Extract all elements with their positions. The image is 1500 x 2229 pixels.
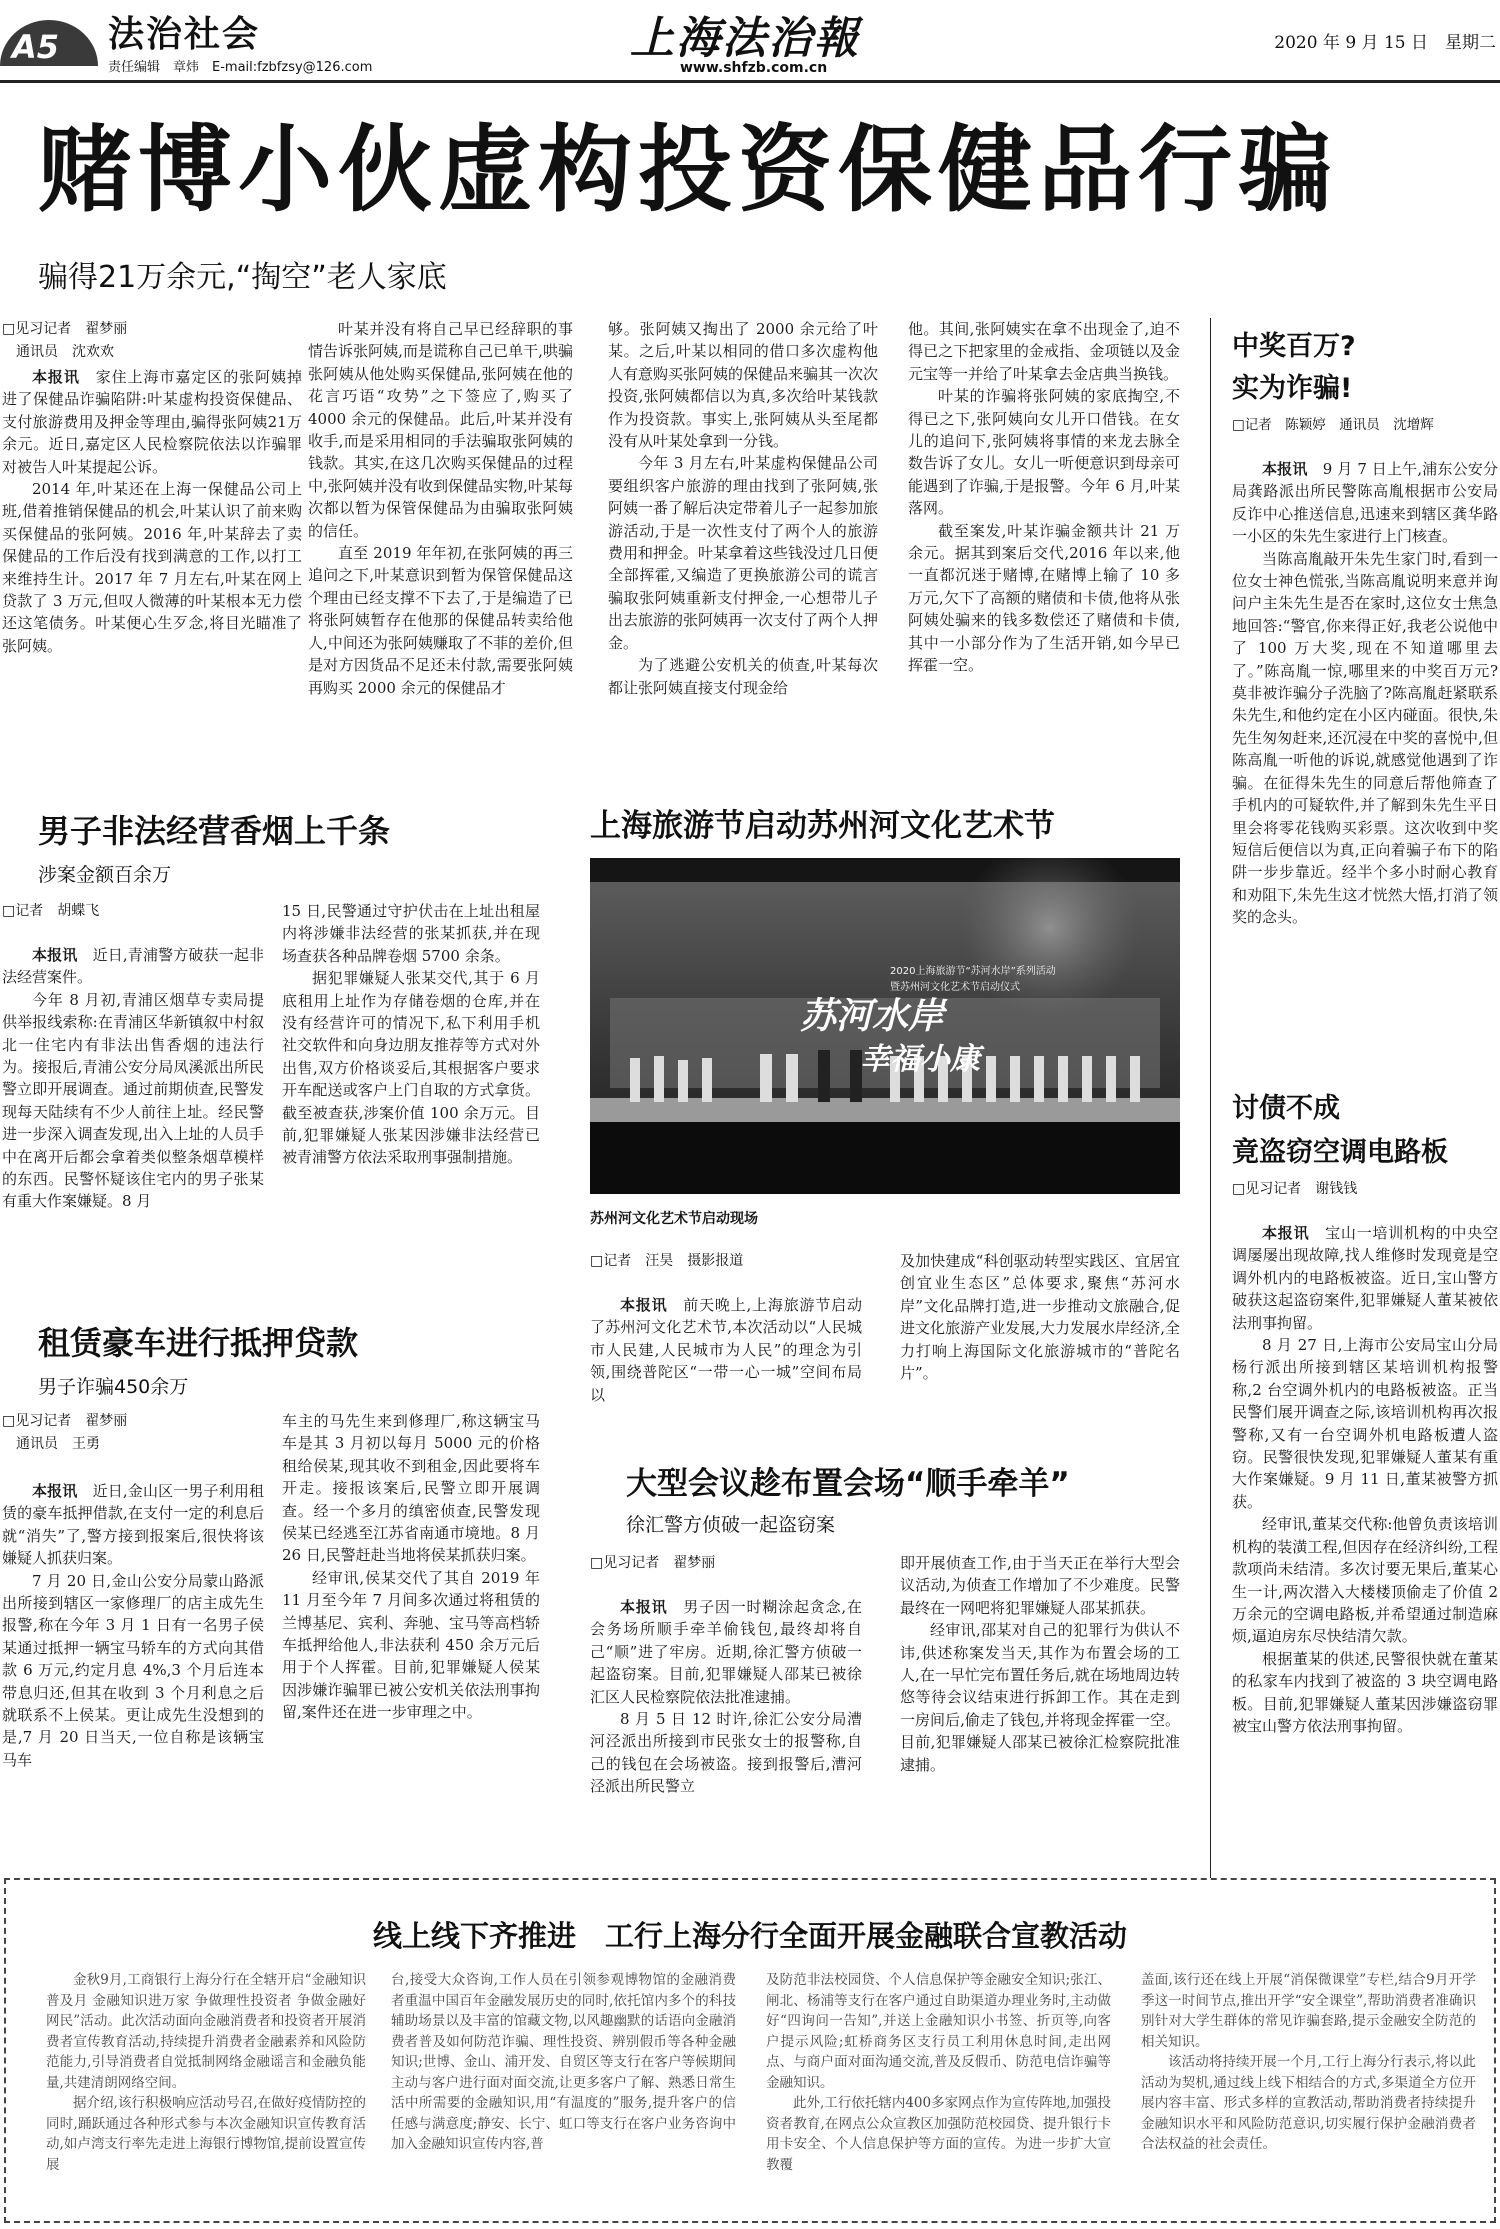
car-col-1: 本报讯 近日,金山区一男子利用租赁的豪车抵押借款,在支付一定的利息后就“消失”了,警方接到报案后,很快将该嫌疑人抓获归案。 7 月 20 日,金山公安分局蒙山路派出所接到辖区一家修理厂的店主成先生报警,称在今年 3 月 1 日有一名男子侯某通过抵押一辆宝马轿车的方式向其借款 6 万元,约定月息 4%,3 个月后连本带息归还,但其在收到 3 个月利息之后就联系不上侯某。更让成先生没想到的是,7 月 20 日当天,一位自称是该辆宝马车 xyxy=(2,1482,264,1769)
bank-ad-col-4: 盖面,该行还在线上开展“消保微课堂”专栏,结合9月开学季这一时间节点,推出开学“安全课堂”,帮助消费者准确识别针对大学生群体的常见诈骗套路,提示金融安全防范的相关知识。 该活动将持续开展一个月,工行上海分行表示,将以此活动为契机,通过线上线下相结合的方式,多渠道全方位开展内容丰富、形式多样的宣教活动,帮助消费者持续提升金融知识水平和风险防范意识,切实履行保护金融消费者合法权益的社会责任。 xyxy=(1141,1972,1476,2152)
right-column-divider xyxy=(1210,318,1211,1878)
festival-headline: 上海旅游节启动苏州河文化艺术节 xyxy=(590,808,1055,844)
lead-byline xyxy=(2,318,292,364)
cigarette-col-1: 本报讯 近日,青浦警方破获一起非法经营案件。 今年 8 月初,青浦区烟草专卖局提供举报线索称:在青浦区华新镇叙中村叙北一住宅内有非法出售香烟的违法行为。接报后,青浦公安分局凤溪派出所民警立即开展调查。通过前期侦查,民警发现每天陆续有不少人前往上址。经民警进一步深入调查发现,出入上址的人员手中在离开后都会拿着类似整条烟草模样的东西。民警怀疑该住宅内的男子张某有重大作案嫌疑。8 月 xyxy=(2,946,264,1211)
meeting-subhead: 徐汇警方侦破一起盗窃案 xyxy=(626,1514,836,1536)
meeting-headline: 大型会议趁布置会场“顺手牵羊” xyxy=(626,1466,1070,1502)
car-byline-reporter: □见习记者 翟梦丽 xyxy=(2,1413,128,1429)
cigarette-headline: 男子非法经营香烟上千条 xyxy=(38,812,391,850)
meeting-col-2: 即开展侦查工作,由于当天正在举行大型会议活动,为侦查工作增加了不少难度。民警最终在一网吧将犯罪嫌疑人邵某抓获。 经审讯,邵某对自己的犯罪行为供认不讳,供述称案发当天,其作为布置会场的工人,在一早忙完布置任务后,就在场地周边转悠等待会议结束进行拆卸工作。其在走到一房间后,偷走了钱包,并将现金挥霍一空。目前,犯罪嫌疑人邵某已被徐汇检察院批准逮捕。 xyxy=(900,1554,1180,1774)
lead-headline: 赌博小伙虚构投资保健品行骗 xyxy=(38,116,1339,225)
car-col-2: 车主的马先生来到修理厂,称这辆宝马车是其 3 月初以每月 5000 元的价格租给侯某,现其收不到租金,因此要将车开走。接报该案后,民警立即开展调查。经一个多月的缜密侦查,民警发现侯某已经逃至江苏省南通市境地。8 月 26 日,民警赶赴当地将侯某抓获归案。 经审讯,侯某交代了其自 2019 年 11 月至今年 7 月间多次通过将租赁的兰博基尼、宾利、奔驰、宝马等高档轿车抵押给他人,非法获利 450 余万元后用于个人挥霍。目前,犯罪嫌疑人侯某因涉嫌诈骗罪已被公安机关依法刑事拘留,案件还在进一步审理之中。 xyxy=(282,1412,540,1722)
prize-body: 本报讯 9 月 7 日上午,浦东公安分局龚路派出所民警陈高胤根据市公安局反诈中心推送信息,迅速来到辖区龚华路一小区的朱先生家进行上门核查。 当陈高胤敲开朱先生家门时,看到一位女士神色慌张,当陈高胤说明来意并询问户主朱先生是否在家时,这位女士焦急地回答:“警官,你来得正好,我老公说他中了 100 万大奖,现在不知道哪里去了。”陈高胤一惊,哪里来的中奖百万元?莫非被诈骗分子洗脑了?陈高胤赶紧联系朱先生,和他约定在小区内碰面。很快,朱先生匆匆赶来,还沉浸在中奖的喜悦中,但陈高胤一听他的诉说,就感觉他遇到了诈骗。在征得朱先生的同意后帮他筛查了手机内的可疑软件,并了解到朱先生平日里会将零花钱购买彩票。这次收到中奖短信后便信以为真,正向着骗子布下的陷阱一步步靠近。经半个多小时耐心教育和劝阻下,朱先生这才恍然大悟,打消了领奖的念头。 xyxy=(1232,460,1498,927)
car-byline xyxy=(2,1410,127,1456)
aircon-byline: □见习记者 谢钱钱 xyxy=(1232,1181,1358,1197)
aircon-headline-2: 竟盗窃空调电路板 xyxy=(1232,1137,1448,1168)
editor-line: 责任编辑 章炜 E-mail:fzbfzsy@126.com xyxy=(108,60,373,75)
lead-col-2: 叶某并没有将自己早已经辞职的事情告诉张阿姨,而是谎称自己已单干,哄骗张阿姨从他处购买保健品,张阿姨在他的花言巧语“攻势”之下签应了,购买了 4000 余元的保健品。此后,叶某并没有收手,而是采用相同的手法骗取张阿姨的钱款。其实,在这几次购买保健品的过程中,张阿姨并没有收到保健品实物,叶某每次都以暂为保管保健品为由骗取张阿姨的信任。 直至 2019 年年初,在张阿姨的再三追问之下,叶某意识到暂为保管保健品这个理由已经支撑不下去了,于是编造了已将张阿姨暂存在他那的保健品转卖给他人,中间还为张阿姨赚取了不菲的差价,但是对方因货品不足还未付款,需要张阿姨再购买 2000 余元的保健品才 xyxy=(308,320,573,697)
photo-big-text-2: 幸福小康 xyxy=(860,1042,980,1077)
issue-date: 2020 年 9 月 15 日 星期二 xyxy=(1274,33,1496,53)
lead-col-3: 够。张阿姨又掏出了 2000 余元给了叶某。之后,叶某以相同的借口多次虚构他人有意购买张阿姨的保健品来骗其一次次投资,张阿姨都信以为真,多次给叶某钱款作为投资款。事实上,张阿姨从头至尾都没有从叶某处拿到一分钱。 今年 3 月左右,叶某虚构保健品公司要组织客户旅游的理由找到了张阿姨,张阿姨一番了解后决定带着儿子一起参加旅游活动,于是一次性支付了两个人的旅游费用和押金。叶某拿着这些钱没过几日便全部挥霍,又编造了更换旅游公司的谎言骗取张阿姨重新支付押金,一心想带儿子出去旅游的张阿姨再一次支付了两个人押金。 为了逃避公安机关的侦查,叶某每次都让张阿姨直接支付现金给 xyxy=(608,320,878,697)
cigarette-col-2: 15 日,民警通过守护伏击在上址出租屋内将涉嫌非法经营的张某抓获,并在现场查获各种品牌卷烟 5700 余条。 据犯罪嫌疑人张某交代,其于 6 月底租用上址作为存储卷烟的仓库,并在没有经营许可的情况下,私下利用手机社交软件和向身边朋友推荐等方式对外出售,双方价格谈妥后,其根据客户要求开车配送或客户上门自取的方式拿货。截至被查获,涉案价值 100 余万元。目前,犯罪嫌疑人张某因涉嫌非法经营已被青浦警方依法采取刑事强制措施。 xyxy=(282,902,540,1167)
lead-col-1: 本报讯 家住上海市嘉定区的张阿姨掉进了保健品诈骗陷阱:叶某虚构投资保健品、支付旅游费用及押金等理由,骗得张阿姨21万余元。近日,嘉定区人民检察院依法以诈骗罪对被告人叶某提起公诉。 2014 年,叶某还在上海一保健品公司上班,借着推销保健品的机会,叶某认识了前来购买保健品的张阿姨。2016 年,叶某辞去了卖保健品的工作后没有找到满意的工作,以打工来维持生计。2017 年 7 月左右,叶某在网上贷款了 3 万元,但叹人微薄的叶某根本无力偿还这笔债务。叶某便心生歹念,将目光瞄准了张阿姨。 xyxy=(2,368,302,655)
cigarette-byline: □记者 胡蝶飞 xyxy=(2,903,100,919)
cigarette-subhead: 涉案金额百余万 xyxy=(38,864,172,886)
festival-col-1: 本报讯 前天晚上,上海旅游节启动了苏州河文化艺术节,本次活动以“人民城市人民建,人民城市为人民”的理念为引领,围绕普陀区“一带一心一城”空间布局以 xyxy=(590,1296,862,1404)
car-byline-correspondent: 通讯员 王勇 xyxy=(2,1436,100,1452)
page-number: A5 xyxy=(12,28,60,66)
lead-col-4: 他。其间,张阿姨实在拿不出现金了,迫不得已之下把家里的金戒指、金项链以及金元宝等一并给了叶某拿去金店典当换钱。 叶某的诈骗将张阿姨的家底掏空,不得已之下,张阿姨向女儿开口借钱。在女儿的追问下,张阿姨将事情的来龙去脉全数告诉了女儿。女儿一听便意识到母亲可能遇到了诈骗,于是报警。今年 6 月,叶某落网。 截至案发,叶某诈骗金额共计 21 万余元。据其到案后交代,2016 年以来,他一直都沉迷于赌博,在赌博上输了 10 多万元,欠下了高额的赌债和卡债,他将从张阿姨处骗来的钱多数偿还了赌债和卡债,其中一小部分作为了生活开销,如今早已挥霍一空。 xyxy=(908,320,1180,675)
festival-byline: □记者 汪昊 摄影报道 xyxy=(590,1253,744,1269)
lead-subhead: 骗得21万余元,“掏空”老人家底 xyxy=(38,260,447,295)
aircon-headline-1: 讨债不成 xyxy=(1232,1093,1340,1124)
aircon-body: 本报讯 宝山一培训机构的中央空调屡屡出现故障,找人维修时发现竟是空调外机内的电路板被盗。近日,宝山警方破获这起盗窃案件,犯罪嫌疑人董某被依法刑事拘留。 8 月 27 日,上海市公安局宝山分局杨行派出所接到辖区某培训机构报警称,2 台空调外机内的电路板被盗。正当民警们展开调查之际,该培训机构再次报警称,又有一台空调外机电路板遭人盗窃。民警很快发现,犯罪嫌疑人董某有重大作案嫌疑。9 月 11 日,董某被警方抓获。 经审讯,董某交代称:他曾负责该培训机构的装潢工程,但因存在经济纠纷,工程款项尚未结清。多次讨要无果后,董某心生一计,两次潜入大楼楼顶偷走了价值 2 万余元的空调电路板,并希望通过制造麻烦,逼迫房东尽快结清欠款。 根据董某的供述,民警很快就在董某的私家车内找到了被盗的 3 块空调电路板。目前,犯罪嫌疑人董某因涉嫌盗窃罪被宝山警方依法刑事拘留。 xyxy=(1232,1224,1498,1735)
prize-headline-2: 实为诈骗! xyxy=(1232,373,1353,404)
photo-screen-text-2: 暨苏州河文化艺术节启动仪式 xyxy=(890,982,1020,993)
newspaper-logo: 上海法治報 xyxy=(630,13,860,64)
prize-byline: □记者 陈颖婷 通讯员 沈增辉 xyxy=(1232,417,1434,433)
lead-byline-reporter: □见习记者 翟梦丽 xyxy=(2,321,128,337)
car-subhead: 男子诈骗450余万 xyxy=(38,1376,189,1398)
bank-ad-col-2: 台,接受大众咨询,工作人员在引领参观博物馆的金融消费者重温中国百年金融发展历史的同时,依托馆内多个的科技辅助场景以及丰富的馆藏文物,以风趣幽默的话语向金融消费者普及如何防范诈骗、理性投资、辨别假币等各种金融知识;世博、金山、浦开发、自贸区等支行在客户等候期间主动与客户进行面对面交流,让更多客户了解、熟悉日常生活中所需要的金融知识,用“有温度的”服务,提升客户的信任感与满意度;静安、长宁、虹口等支行在客户业务咨询中加入金融知识宣传内容,普 xyxy=(391,1972,736,2152)
masthead-rule xyxy=(0,80,1500,83)
festival-col-2: 及加快建成“科创驱动转型实践区、宜居宜创宜业生态区”总体要求,聚焦“苏河水岸”文化品牌打造,进一步推动文旅融合,促进文化旅游产业发展,大力发展水岸经济,全力打响上海国际文化旅游城市的“普陀名片”。 xyxy=(900,1252,1180,1383)
bank-ad-col-3: 及防范非法校园贷、个人信息保护等金融安全知识;张江、闸北、杨浦等支行在客户通过自助渠道办理业务时,主动做好“四询问一告知”,并送上金融知识小书签、折页等,向客户提示风险;虹桥商务区支行员工利用休息时间,走出网点、与商户面对面沟通交流,普及反假币、防范电信诈骗等金融知识。 此外,工行依托辖内400多家网点作为宣传阵地,加强投资者教育,在网点公众宣教区加强防范校园贷、提升银行卡用卡安全、个人信息保护等方面的宣传。为进一步扩大宣教覆 xyxy=(766,1972,1111,2173)
photo-screen-text-1: 2020上海旅游节“苏河水岸”系列活动 xyxy=(890,966,1056,977)
website-url: www.shfzb.com.cn xyxy=(680,60,828,76)
bank-ad-headline: 线上线下齐推进 工行上海分行全面开展金融联合宣教活动 xyxy=(372,1919,1127,1953)
photo-big-text-1: 苏河水岸 xyxy=(800,995,945,1037)
festival-caption: 苏州河文化艺术节启动现场 xyxy=(590,1211,758,1227)
bank-ad-box xyxy=(4,1878,1496,2223)
meeting-col-1: 本报讯 男子因一时糊涂起贪念,在会务场所顺手牵羊偷钱包,最终却将自己“顺”进了牢房。近期,徐汇警方侦破一起盗窃案。目前,犯罪嫌疑人邵某已被徐汇区人民检察院依法批准逮捕。 8 月 5 日 12 时许,徐汇公安分局漕河泾派出所接到市民张女士的报警称,自己的钱包在会场被盗。接到报警后,漕河泾派出所民警立 xyxy=(590,1598,862,1796)
section-title: 法治社会 xyxy=(108,14,261,55)
bank-ad-col-1: 金秋9月,工商银行上海分行在全辖开启“金融知识普及月 金融知识进万家 争做理性投资者 争做金融好网民”活动。此次活动面向金融消费者和投资者开展消费者宣传教育活动,持续提升消费者金融素养和风险防范能力,引导消费者自觉抵制网络金融谣言和金融负能量,共建清朗网络空间。 据介绍,该行积极响应活动号召,在做好疫情防控的同时,踊跃通过各种形式参与本次金融知识宣传教育活动,如卢湾支行率先走进上海银行博物馆,提前设置宣传展 xyxy=(46,1972,366,2173)
festival-photo xyxy=(590,858,1180,1194)
meeting-byline: □见习记者 翟梦丽 xyxy=(590,1555,716,1571)
page-number-badge xyxy=(0,6,98,66)
prize-headline-1: 中奖百万? xyxy=(1232,331,1356,362)
car-headline: 租赁豪车进行抵押贷款 xyxy=(38,1324,359,1362)
lead-byline-correspondent: 通讯员 沈欢欢 xyxy=(2,344,114,360)
